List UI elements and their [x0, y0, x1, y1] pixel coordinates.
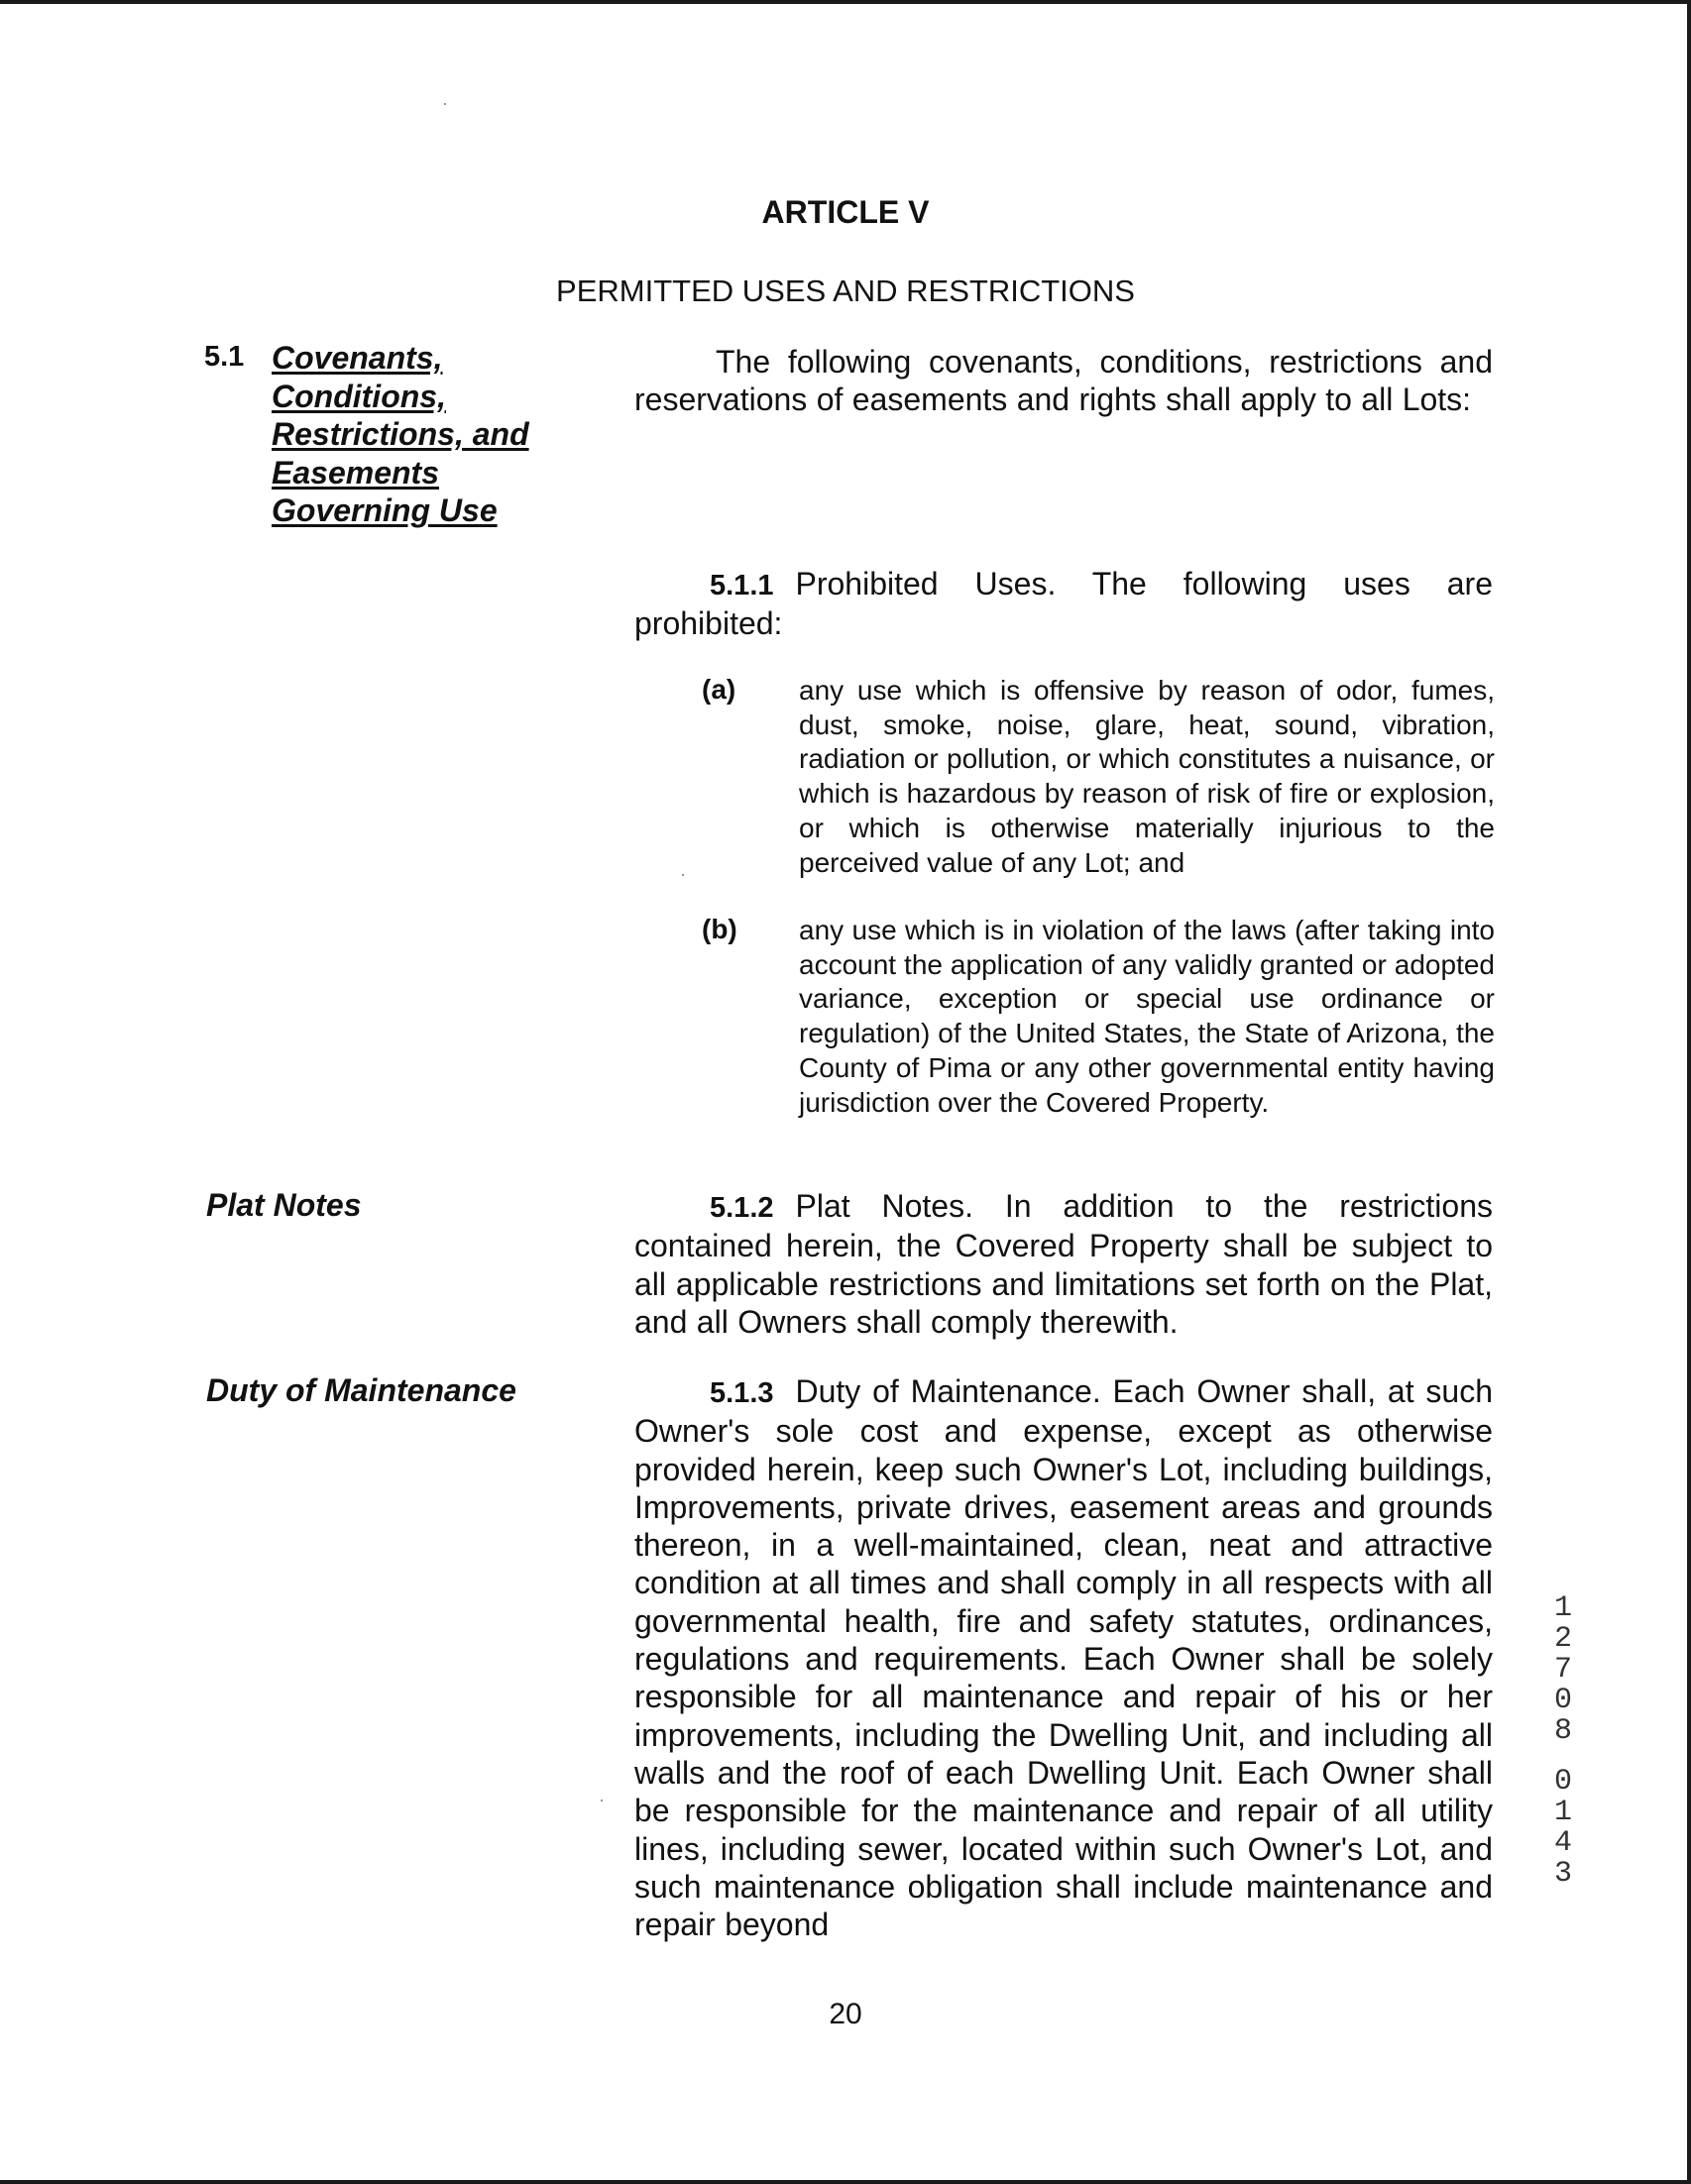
side-heading-line: Covenants,: [272, 340, 443, 376]
side-heading-plat-notes: Plat Notes: [206, 1187, 362, 1223]
stamp-char: 0: [1553, 1684, 1572, 1717]
section-5-1-2-paragraph: [634, 1187, 1493, 1341]
article-subtitle: PERMITTED USES AND RESTRICTIONS: [556, 273, 1135, 308]
stamp-char: 1: [1553, 1796, 1572, 1829]
stamp-char: 4: [1553, 1826, 1572, 1860]
stamp-char: 2: [1553, 1622, 1572, 1656]
section-5-1-3-text: Duty of Maintenance. Each Owner shall, at such Owner's sole cost and expense, except as otherwise provided herein, keep such Owner's Lot, including buildings, Improvements, private drives, easement areas and grounds thereon, in a well-maintained, clean, neat and attractive condition at all times and shall comply in all respects with all governmental health, fire and safety statutes, ordinances, regulations and requirements. Each Owner shall be solely responsible for all maintenance and repair of his or her improvements, including the Dwelling Unit, and including all walls and the roof of each Dwelling Unit. Each Owner shall be responsible for the maintenance and repair of all utility lines, including sewer, located within such Owner's Lot, and such maintenance obligation shall include maintenance and repair beyond: [634, 1373, 1493, 1943]
side-heading-5-1: [272, 339, 529, 530]
stamp-char: 3: [1553, 1857, 1572, 1891]
stamp-char: 0: [1553, 1765, 1572, 1799]
section-number-5-1-2: 5.1.2: [710, 1192, 774, 1224]
list-item-text-a: any use which is offensive by reason of odor, fumes, dust, smoke, noise, glare, heat, sound, vibration, radiation or pollution, or which constitutes a nuisance, or which is hazardous by reason of risk of fire or explosion, or which is otherwise materially injurious to the perceived value of any Lot; and: [799, 675, 1495, 878]
scan-border-top: [0, 0, 1691, 4]
scan-border-right: [1687, 0, 1691, 2184]
stamp-char: 7: [1553, 1653, 1572, 1687]
stamp-char: 8: [1553, 1714, 1572, 1748]
article-title: ARTICLE V: [761, 194, 930, 230]
section-5-1-body: The following covenants, conditions, restrictions and reservations of easements and rights shall apply to all Lots:: [634, 344, 1493, 418]
section-5-1-2-text: Plat Notes. In addition to the restrictions contained herein, the Covered Property shall be subject to all applicable restrictions and limitations set forth on the Plat, and all Owners shall comply therewith.: [634, 1188, 1493, 1340]
recording-stamp: [1538, 1593, 1588, 1890]
scan-border-bottom: [0, 2180, 1691, 2184]
scan-speck: [444, 103, 446, 105]
side-heading-duty-of-maintenance: Duty of Maintenance: [206, 1372, 516, 1408]
section-number-5-1-1: 5.1.1: [710, 570, 774, 601]
page-number: 20: [829, 1998, 862, 2030]
section-number-5-1: 5.1: [204, 341, 245, 373]
scan-speck: [682, 874, 684, 876]
scan-speck: [601, 1800, 603, 1802]
section-5-1-3-paragraph: [634, 1372, 1493, 1943]
list-item-text-b: any use which is in violation of the laws (after taking into account the application of any validly granted or adopted variance, exception or special use ordinance or regulation) of the United States, the State of Arizona, the County of Pima or any other governmental entity having jurisdiction over the Covered Property.: [799, 915, 1495, 1118]
list-item-label-b: (b): [702, 914, 737, 944]
section-5-1-1-text: Prohibited Uses. The following uses are prohibited:: [634, 566, 1493, 642]
side-heading-line: Conditions,: [272, 378, 446, 414]
section-number-5-1-3: 5.1.3: [710, 1377, 774, 1409]
side-heading-line: Easements: [272, 454, 439, 491]
stamp-char: 1: [1553, 1591, 1572, 1625]
side-heading-line: Restrictions, and: [272, 416, 529, 452]
section-5-1-1-paragraph: [634, 565, 1493, 643]
side-heading-line: Governing Use: [272, 492, 498, 528]
list-item-label-a: (a): [702, 674, 736, 705]
stamp-gap: [1538, 1747, 1588, 1767]
